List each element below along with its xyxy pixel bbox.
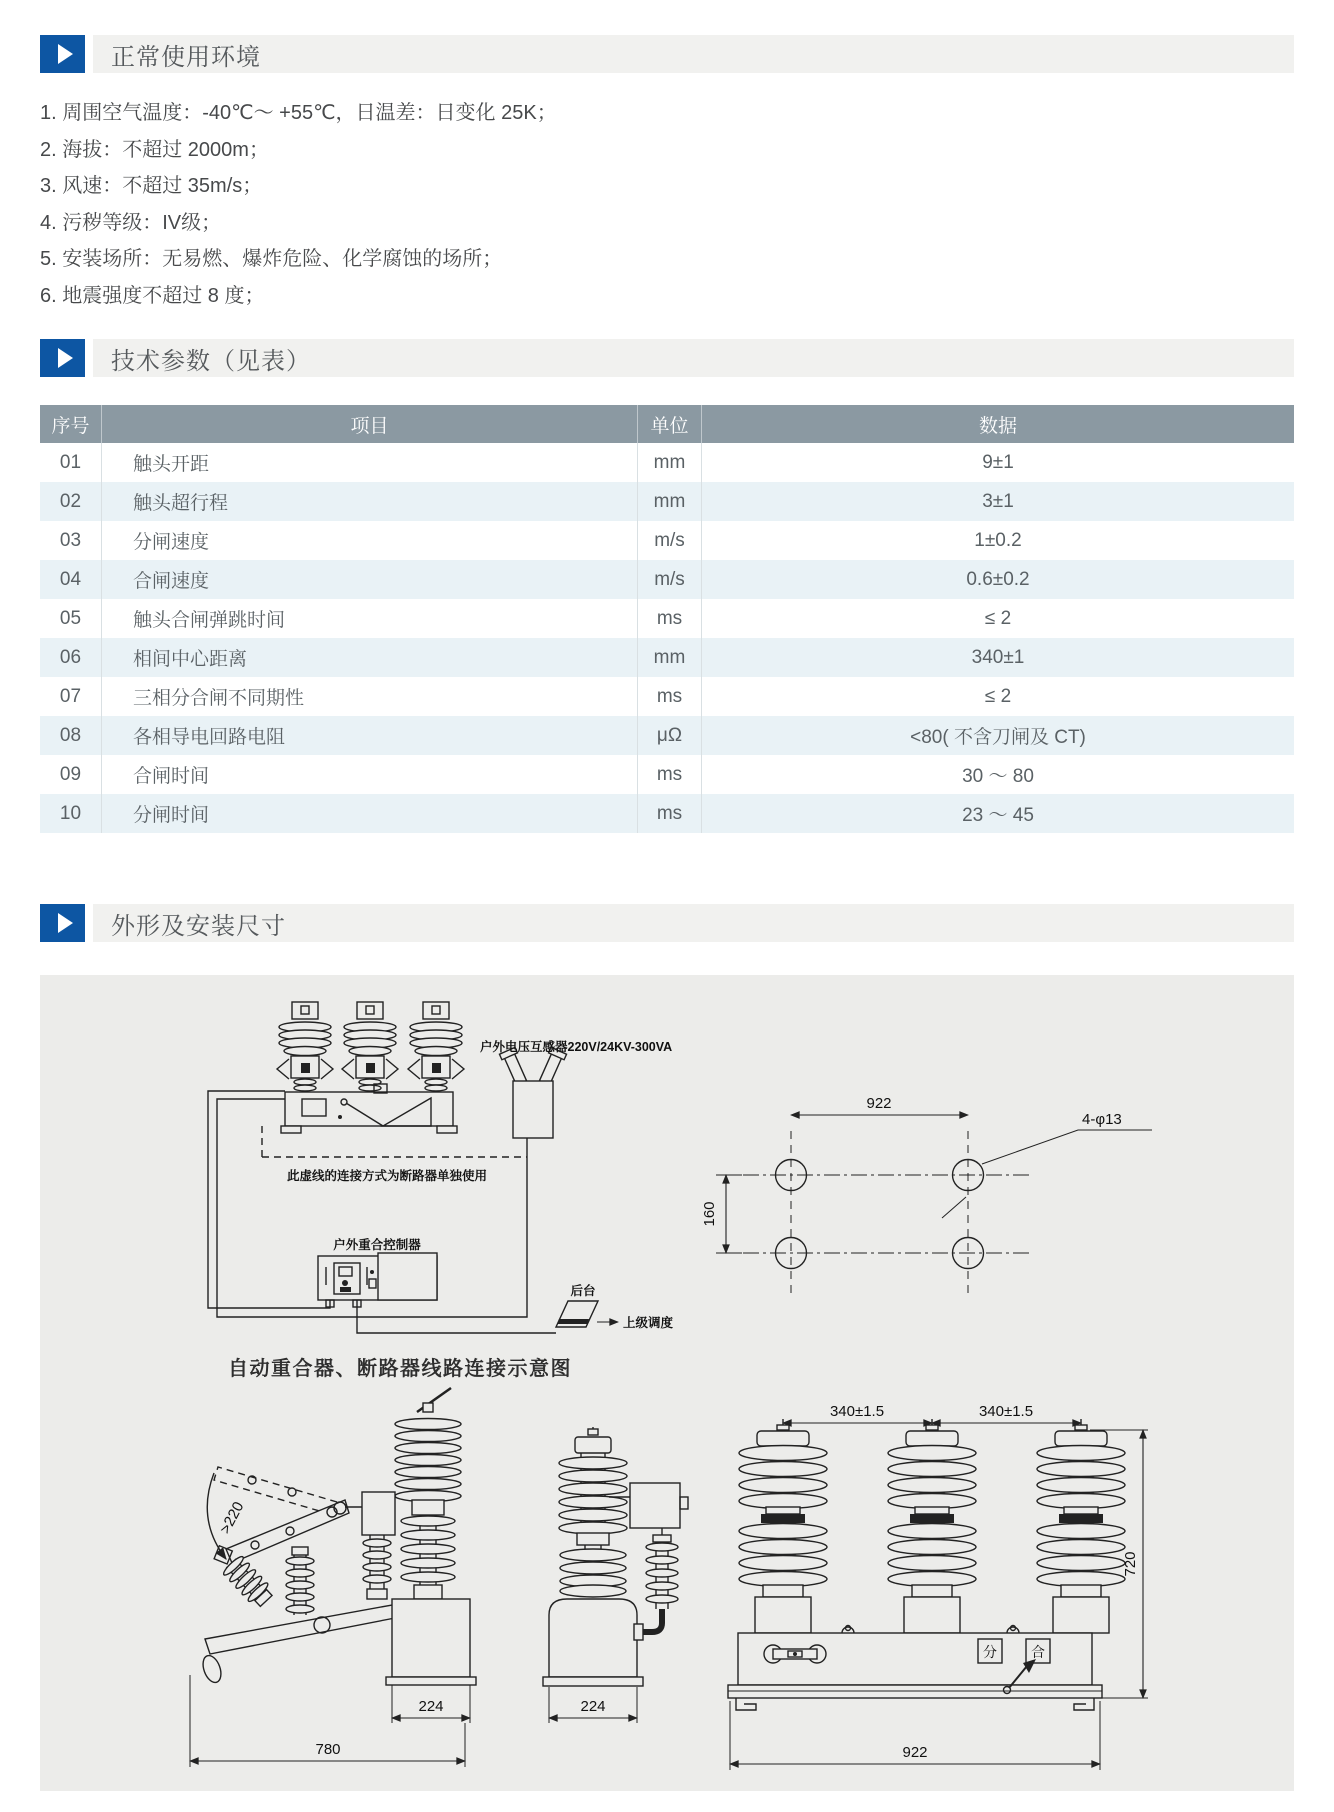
angle-dim: >220	[216, 1498, 248, 1537]
section-header-bar	[93, 339, 1294, 377]
table-cell: <80( 不含刀闸及 CT)	[910, 727, 1086, 748]
table-cell: 相间中心距离	[102, 638, 638, 677]
section-header-environment	[40, 35, 1294, 73]
table-cell: 30 ～ 80	[962, 766, 1034, 787]
table-cell: 03	[40, 521, 102, 560]
technical-drawings	[40, 975, 1294, 1791]
column-header-item: 项目	[102, 405, 638, 443]
table-cell: 合闸时间	[102, 755, 638, 794]
column-header-data: 数据	[978, 415, 1017, 437]
table-cell: ≤ 2	[984, 607, 1012, 629]
total-width-dim: 780	[315, 1741, 341, 1758]
table-row	[40, 677, 1294, 716]
list-item: 3. 风速：不超过 35m/s；	[40, 175, 263, 197]
table-row	[40, 755, 1294, 794]
play-arrow-icon	[58, 348, 73, 368]
column-header-unit: 单位	[638, 405, 702, 443]
table-cell: 合闸速度	[102, 560, 638, 599]
table-row	[40, 482, 1294, 521]
outline-drawing-three-pole	[728, 1403, 1148, 1770]
table-header-row	[40, 405, 1294, 443]
table-row	[40, 638, 1294, 677]
section-title: 外形及安装尺寸	[111, 912, 286, 940]
table-cell: 触头合闸弹跳时间	[102, 599, 638, 638]
table-cell: 触头超行程	[102, 482, 638, 521]
section-marker-icon	[40, 339, 85, 377]
section-header-bar	[93, 904, 1294, 942]
table-cell: 9±1	[982, 451, 1014, 473]
environment-list	[40, 95, 557, 314]
outline-drawing-side-disconnector	[190, 1388, 476, 1767]
list-item: 5. 安装场所：无易燃、爆炸危险、化学腐蚀的场所；	[40, 248, 503, 270]
voltage-transformer	[499, 1047, 566, 1138]
phase-spacing-dim: 340±1.5	[978, 1403, 1034, 1420]
section-marker-icon	[40, 35, 85, 73]
table-row	[40, 443, 1294, 482]
table-cell: 05	[40, 599, 102, 638]
table-row	[40, 716, 1294, 755]
table-cell: 三相分合闸不同期性	[102, 677, 638, 716]
recloser-connection-schematic	[208, 1002, 674, 1380]
table-cell: μΩ	[638, 716, 702, 755]
dashed-note-label: 此虚线的连接方式为断路器单独使用	[287, 1169, 488, 1183]
table-cell: 06	[40, 638, 102, 677]
table-row	[40, 560, 1294, 599]
table-cell: mm	[638, 482, 702, 521]
table-cell: 10	[40, 794, 102, 833]
list-item: 4. 污秽等级：IV级；	[40, 211, 222, 234]
height-dim: 720	[1122, 1551, 1139, 1577]
base-width-dim: 224	[418, 1698, 444, 1715]
section-header-parameters	[40, 339, 1294, 377]
table-cell: 触头开距	[102, 443, 638, 482]
table-cell: 1±0.2	[974, 529, 1022, 551]
outline-drawing-single-pole	[543, 1427, 688, 1723]
table-cell: ms	[638, 599, 702, 638]
table-cell: 09	[40, 755, 102, 794]
base-width-dim: 224	[580, 1698, 606, 1715]
list-item: 6. 地震强度不超过 8 度；	[40, 284, 265, 307]
schematic-caption: 自动重合器、断路器线路连接示意图	[228, 1358, 572, 1380]
backend-label: 后台	[570, 1284, 596, 1298]
table-cell: 02	[40, 482, 102, 521]
section-title: 正常使用环境	[111, 43, 261, 71]
table-cell: 分闸速度	[102, 521, 638, 560]
table-cell: 07	[40, 677, 102, 716]
table-cell: 23 ～ 45	[962, 805, 1034, 826]
open-indicator-label: 分	[983, 1644, 997, 1660]
hole-width-dim: 922	[866, 1095, 892, 1112]
laptop-icon	[556, 1301, 598, 1327]
mounting-hole-pattern	[701, 1095, 1152, 1297]
close-indicator-label: 合	[1031, 1644, 1045, 1660]
table-row	[40, 521, 1294, 560]
section-header-dimensions	[40, 904, 1294, 942]
table-cell: 3±1	[982, 490, 1014, 512]
dimension-drawings-panel	[40, 975, 1294, 1791]
table-cell: 01	[40, 443, 102, 482]
play-arrow-icon	[58, 44, 73, 64]
table-cell: 340±1	[971, 646, 1025, 668]
column-header-index: 序号	[40, 405, 102, 443]
play-arrow-icon	[58, 913, 73, 933]
table-cell: 08	[40, 716, 102, 755]
table-row	[40, 599, 1294, 638]
holes-label: 4-φ13	[1082, 1111, 1122, 1128]
table-cell: 分闸时间	[102, 794, 638, 833]
table-cell: 0.6±0.2	[966, 568, 1030, 590]
list-item: 1. 周围空气温度：-40℃～ +55℃，日温差：日变化 25K；	[40, 102, 557, 124]
recloser-controller	[318, 1253, 437, 1307]
table-cell: ms	[638, 677, 702, 716]
table-cell: m/s	[638, 560, 702, 599]
section-header-bar	[93, 35, 1294, 73]
table-cell: ≤ 2	[984, 685, 1012, 707]
list-item: 2. 海拔：不超过 2000m；	[40, 138, 269, 161]
table-row	[40, 794, 1294, 833]
table-cell: m/s	[638, 521, 702, 560]
total-width-dim: 922	[902, 1744, 928, 1761]
controller-label: 户外重合控制器	[333, 1238, 421, 1252]
table-cell: mm	[638, 443, 702, 482]
parameters-table	[40, 405, 1294, 833]
hole-height-dim: 160	[701, 1201, 718, 1227]
table-cell: 04	[40, 560, 102, 599]
phase-spacing-dim: 340±1.5	[829, 1403, 885, 1420]
section-marker-icon	[40, 904, 85, 942]
dispatch-label: 上级调度	[623, 1316, 674, 1330]
table-cell: ms	[638, 755, 702, 794]
table-cell: 各相导电回路电阻	[102, 716, 638, 755]
table-cell: ms	[638, 794, 702, 833]
table-cell: mm	[638, 638, 702, 677]
pt-label: 户外电压互感器220V/24KV-300VA	[480, 1040, 673, 1054]
section-title: 技术参数（见表）	[111, 347, 311, 375]
